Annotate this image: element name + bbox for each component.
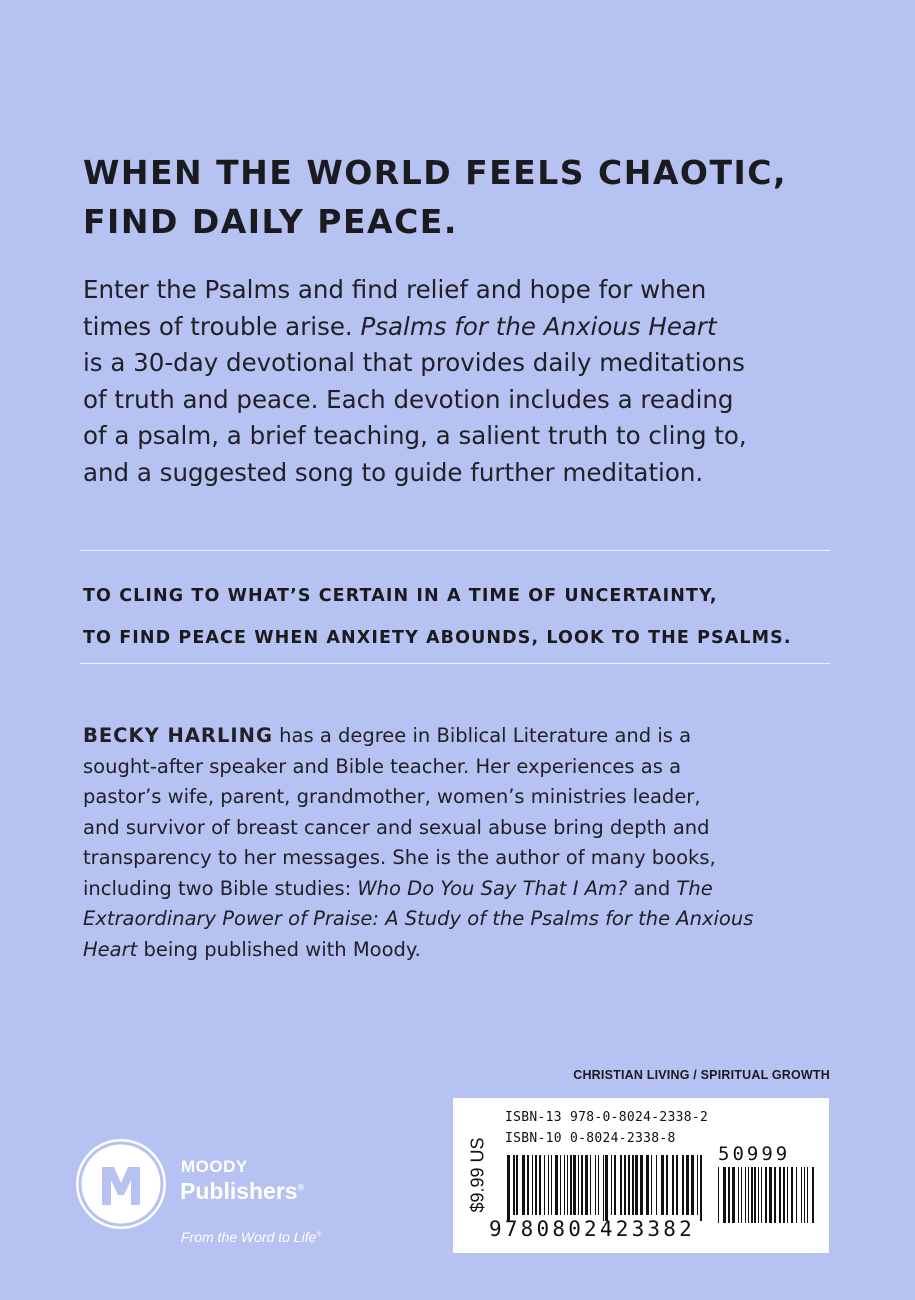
barcode-bar <box>804 1167 806 1223</box>
tagline <box>83 575 843 659</box>
barcode-bar <box>635 1155 638 1215</box>
barcode-bar <box>769 1167 772 1223</box>
headline-line-2: FIND DAILY PEACE. <box>83 202 458 241</box>
barcode-bar <box>640 1155 643 1215</box>
barcode-bar <box>774 1167 776 1223</box>
barcode-bar <box>507 1155 510 1221</box>
barcode-bar <box>585 1155 588 1215</box>
book-title-italic: Extraordinary Power of Praise: A Study of the Psalms for the Anxious <box>83 907 754 930</box>
barcode-bar <box>570 1155 572 1215</box>
bio-line: and survivor of breast cancer and sexual abuse bring depth and <box>83 815 710 839</box>
addon-barcode <box>718 1167 816 1225</box>
barcode-bar <box>632 1155 634 1215</box>
barcode-bar <box>741 1167 742 1223</box>
headline <box>83 148 843 246</box>
publisher-name: Publishers <box>180 1178 298 1204</box>
barcode-bar <box>672 1155 674 1215</box>
slogan-mark: ® <box>316 1231 322 1239</box>
barcode-bar <box>603 1155 604 1221</box>
barcode-bar <box>783 1167 785 1223</box>
barcode-bar <box>567 1155 568 1215</box>
barcode-bar <box>555 1155 558 1215</box>
description-line: is a 30-day devotional that provides daily meditations <box>83 348 745 377</box>
barcode-bar <box>516 1155 518 1215</box>
category-label: CHRISTIAN LIVING / SPIRITUAL GROWTH <box>573 1068 830 1082</box>
barcode-bar <box>682 1155 684 1215</box>
barcode-bar <box>754 1167 756 1223</box>
bio-line <box>83 904 843 935</box>
bio-text: being published with Moody. <box>137 937 421 961</box>
barcode-bar <box>758 1167 760 1223</box>
slogan-text: From the Word to Life <box>181 1229 317 1245</box>
tagline-line-1: TO CLING TO WHAT’S CERTAIN IN A TIME OF UNCERTAINTY, <box>83 586 718 606</box>
barcode-bar <box>807 1167 809 1223</box>
book-title-italic: Psalms for the Anxious Heart <box>360 311 717 341</box>
barcode-bar <box>560 1155 562 1215</box>
barcode-bar <box>535 1155 537 1215</box>
barcode-bar <box>745 1167 746 1223</box>
barcode-bar <box>522 1155 525 1215</box>
barcode-bar <box>732 1167 735 1223</box>
headline-line-1: WHEN THE WORLD FEELS CHAOTIC, <box>83 153 787 192</box>
barcode-bar <box>738 1167 739 1223</box>
barcode-bar <box>595 1155 597 1215</box>
barcode-bar <box>624 1155 626 1215</box>
barcode-bar <box>718 1167 719 1223</box>
barcode-bar <box>661 1155 664 1215</box>
barcode-bar <box>791 1167 793 1223</box>
bio-line: pastor’s wife, parent, grandmother, women’s ministries leader, <box>83 785 701 808</box>
barcode-bar <box>564 1155 565 1215</box>
book-title-italic: Heart <box>83 937 138 961</box>
description-text: times of trouble arise. <box>83 311 361 341</box>
bio-line <box>83 935 843 966</box>
bio-text: including two Bible studies: <box>83 876 358 900</box>
description-line <box>83 309 843 346</box>
description-line: and a suggested song to guide further meditation. <box>83 457 704 487</box>
isbn-13: ISBN-13 978-0-8024-2338-2 <box>505 1110 709 1125</box>
barcode-bar <box>787 1167 788 1223</box>
divider-top <box>80 550 830 551</box>
barcode-bar <box>691 1155 694 1215</box>
barcode-bar <box>751 1167 753 1223</box>
barcode-bar <box>532 1155 533 1215</box>
barcode-bar <box>628 1155 630 1215</box>
barcode-bar <box>573 1155 576 1215</box>
bio-line <box>83 874 843 905</box>
ean-number: 9780802423382 <box>489 1217 695 1241</box>
barcode-bar <box>748 1167 749 1223</box>
book-title-italic: Who Do You Say That I Am? <box>357 876 628 900</box>
barcode-bar <box>812 1167 814 1223</box>
barcode-bar <box>539 1155 541 1215</box>
barcode-bar <box>761 1167 762 1223</box>
bio-text: and <box>627 876 677 900</box>
barcode-bar <box>527 1155 529 1215</box>
ean-barcode <box>507 1155 702 1225</box>
barcode-bar <box>697 1155 699 1215</box>
barcode-bar <box>779 1167 781 1223</box>
barcode-bar <box>651 1155 653 1215</box>
barcode-bar <box>581 1155 583 1215</box>
barcode-bar <box>620 1155 622 1215</box>
bio-text: has a degree in Biblical Literature and is a <box>272 724 692 747</box>
publisher-name-bottom <box>180 1178 304 1205</box>
barcode-bar <box>513 1155 515 1215</box>
book-title-italic: The <box>676 876 713 900</box>
author-bio <box>83 721 843 965</box>
price-label: $9.99 US <box>467 1137 488 1213</box>
description-line: of a psalm, a brief teaching, a salient truth to cling to, <box>83 421 747 450</box>
barcode-bar <box>590 1155 592 1215</box>
bio-line <box>83 721 843 752</box>
barcode-bar <box>728 1167 730 1223</box>
barcode-bar <box>548 1155 550 1215</box>
barcode-bar <box>801 1167 802 1223</box>
bio-line: sought-after speaker and Bible teacher. Her experiences as a <box>83 754 682 778</box>
barcode-bar <box>614 1155 616 1215</box>
barcode-bar <box>686 1155 689 1215</box>
barcode-bar <box>551 1155 553 1215</box>
publisher-slogan <box>181 1229 322 1245</box>
author-name: BECKY HARLING <box>83 724 273 747</box>
tagline-line-2: TO FIND PEACE WHEN ANXIETY ABOUNDS, LOOK TO THE PSALMS. <box>83 628 792 648</box>
barcode-bar <box>578 1155 579 1215</box>
moody-logo-icon <box>76 1139 166 1229</box>
barcode-bar <box>656 1155 658 1215</box>
barcode-bar <box>605 1155 608 1221</box>
barcode-bar <box>544 1155 546 1215</box>
description-line: Enter the Psalms and find relief and hope for when <box>83 275 707 304</box>
addon-number: 50999 <box>718 1143 791 1165</box>
barcode-bar <box>666 1155 668 1215</box>
barcode-bar <box>611 1155 612 1215</box>
book-description <box>83 272 843 491</box>
description-line: of truth and peace. Each devotion includes a reading <box>83 384 734 414</box>
trademark-symbol: ® <box>297 1182 305 1193</box>
barcode-bar <box>723 1167 726 1223</box>
barcode-bar <box>598 1155 599 1215</box>
barcode-bar <box>676 1155 678 1215</box>
barcode-bar <box>700 1155 702 1221</box>
barcode-bar <box>796 1167 797 1223</box>
barcode-bar <box>765 1167 767 1223</box>
barcode-bar <box>646 1155 649 1215</box>
isbn-10: ISBN-10 0-8024-2338-8 <box>505 1131 676 1146</box>
publisher-name-top: MOODY <box>181 1157 248 1176</box>
bio-line: transparency to her messages. She is the author of many books, <box>83 846 716 869</box>
moody-m-icon <box>76 1139 166 1229</box>
divider-bottom <box>80 663 830 664</box>
